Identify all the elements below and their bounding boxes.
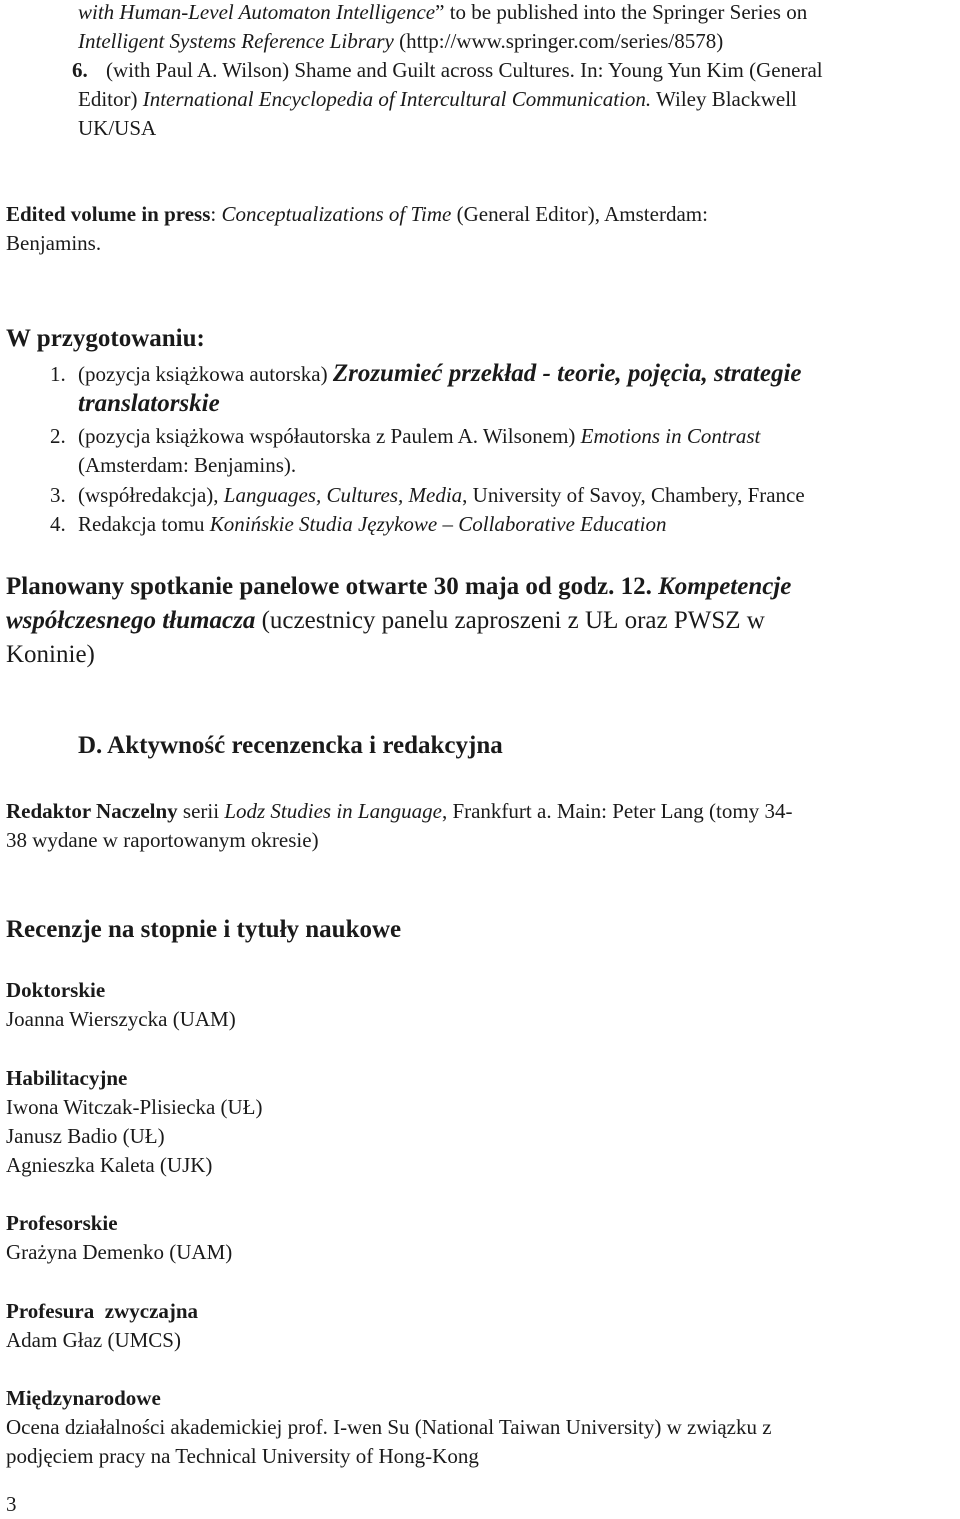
series-url-text: (http://www.springer.com/series/8578): [399, 29, 724, 53]
panel-details: (uczestnicy panelu zaproszeni z UŁ oraz PWSZ w: [261, 607, 765, 634]
review-group-habilitation: [6, 1064, 956, 1180]
prep-item-1: [6, 359, 956, 419]
book-title: Zrozumieć przekład - teorie, pojęcia, strategie: [332, 360, 802, 387]
prep-item-4: [6, 510, 956, 539]
reviewer-name: Iwona Witczak-Plisiecka (UŁ): [6, 1095, 263, 1119]
item-text: Editor): [78, 87, 138, 111]
review-group-international: [6, 1384, 956, 1471]
book-title: Emotions in Contrast: [580, 424, 761, 448]
group-title: Profesura zwyczajna: [6, 1299, 199, 1323]
publisher-text: Wiley Blackwell: [656, 87, 797, 111]
volume-title: Konińskie Studia Językowe – Collaborative Education: [209, 512, 667, 536]
series-title-text: Intelligent Systems Reference Library: [78, 29, 394, 53]
in-preparation-section: [6, 322, 956, 356]
item-text: (pozycja książkowa współautorska z Paulem A. Wilsonem): [78, 424, 576, 448]
item-text: Redakcja tomu: [78, 512, 205, 536]
panel-title-line2: współczesnego tłumacza: [6, 607, 256, 634]
item-text: (with Paul A. Wilson) Shame and Guilt across Cultures. In: Young Yun Kim (General: [106, 58, 823, 82]
group-title: Habilitacyjne: [6, 1066, 128, 1090]
reviews-section: [6, 912, 956, 948]
editor-role: Redaktor Naczelny: [6, 799, 178, 823]
panel-announcement: Planowany spotkanie panelowe otwarte 30 maja od godz. 12.: [6, 573, 652, 600]
editor-text: , Frankfurt a. Main: Peter Lang (tomy 34-: [441, 799, 793, 823]
volume-details-line2: Benjamins.: [6, 231, 102, 255]
reviewer-name: Janusz Badio (UŁ): [6, 1124, 165, 1148]
item-number: 3.: [50, 483, 66, 507]
encyclopedia-title: International Encyclopedia of Intercultural Communication.: [142, 87, 652, 111]
book-title-line2: translatorskie: [78, 390, 220, 417]
editor-text: serii: [182, 799, 220, 823]
section-heading: D. Aktywność recenzencka i redakcyjna: [78, 732, 503, 759]
book-title-text: with Human-Level Automaton Intelligence: [78, 0, 436, 24]
item-text: UK/USA: [78, 116, 157, 140]
prep-item-3: [6, 481, 956, 510]
reviewer-name: Agnieszka Kaleta (UJK): [6, 1153, 213, 1177]
item-text: , University of Savoy, Chambery, France: [462, 483, 805, 507]
item-number: 1.: [50, 362, 66, 386]
group-title: Profesorskie: [6, 1211, 118, 1235]
section-heading: Recenzje na stopnie i tytuły naukowe: [6, 916, 402, 943]
edited-volume-label: Edited volume in press: [6, 202, 211, 226]
item-number: 4.: [50, 512, 66, 536]
item-number: 2.: [50, 424, 66, 448]
item-text: (pozycja książkowa autorska): [78, 362, 328, 386]
item-text-line2: (Amsterdam: Benjamins).: [78, 453, 297, 477]
panel-paragraph: [6, 570, 956, 672]
page-number: 3: [6, 1492, 17, 1516]
volume-details: (General Editor), Amsterdam:: [456, 202, 708, 226]
prep-item-2: [6, 422, 956, 480]
reviewer-name: Joanna Wierszycka (UAM): [6, 1007, 236, 1031]
editor-text-line2: 38 wydane w raportowanym okresie): [6, 828, 319, 852]
editor-paragraph: [6, 797, 956, 855]
review-group-doctoral: [6, 976, 956, 1034]
review-group-professorial: [6, 1209, 956, 1267]
book-title: Languages, Cultures, Media: [223, 483, 463, 507]
group-title: Międzynarodowe: [6, 1386, 161, 1410]
review-text: Ocena działalności akademickiej prof. I-wen Su (National Taiwan University) w związku z: [6, 1415, 772, 1439]
item-text: (współredakcja),: [78, 483, 219, 507]
reviewer-name: Adam Głaz (UMCS): [6, 1328, 181, 1352]
edited-volume-paragraph: [6, 200, 956, 258]
group-title: Doktorskie: [6, 978, 106, 1002]
volume-title: Conceptualizations of Time: [221, 202, 452, 226]
section-d: [6, 728, 956, 764]
colon: :: [210, 202, 217, 226]
continuation-paragraph: [6, 0, 956, 143]
panel-details-line3: Koninie): [6, 641, 95, 668]
section-heading: W przygotowaniu:: [6, 325, 205, 352]
reviewer-name: Grażyna Demenko (UAM): [6, 1240, 233, 1264]
series-title: Lodz Studies in Language: [224, 799, 442, 823]
panel-title: Kompetencje: [658, 573, 792, 600]
citation-text: ” to be published into the Springer Series on: [435, 0, 808, 24]
review-text-line2: podjęciem pracy na Technical University of Hong-Kong: [6, 1444, 479, 1468]
item-number: 6.: [72, 58, 88, 82]
review-group-full-professorship: [6, 1297, 956, 1355]
